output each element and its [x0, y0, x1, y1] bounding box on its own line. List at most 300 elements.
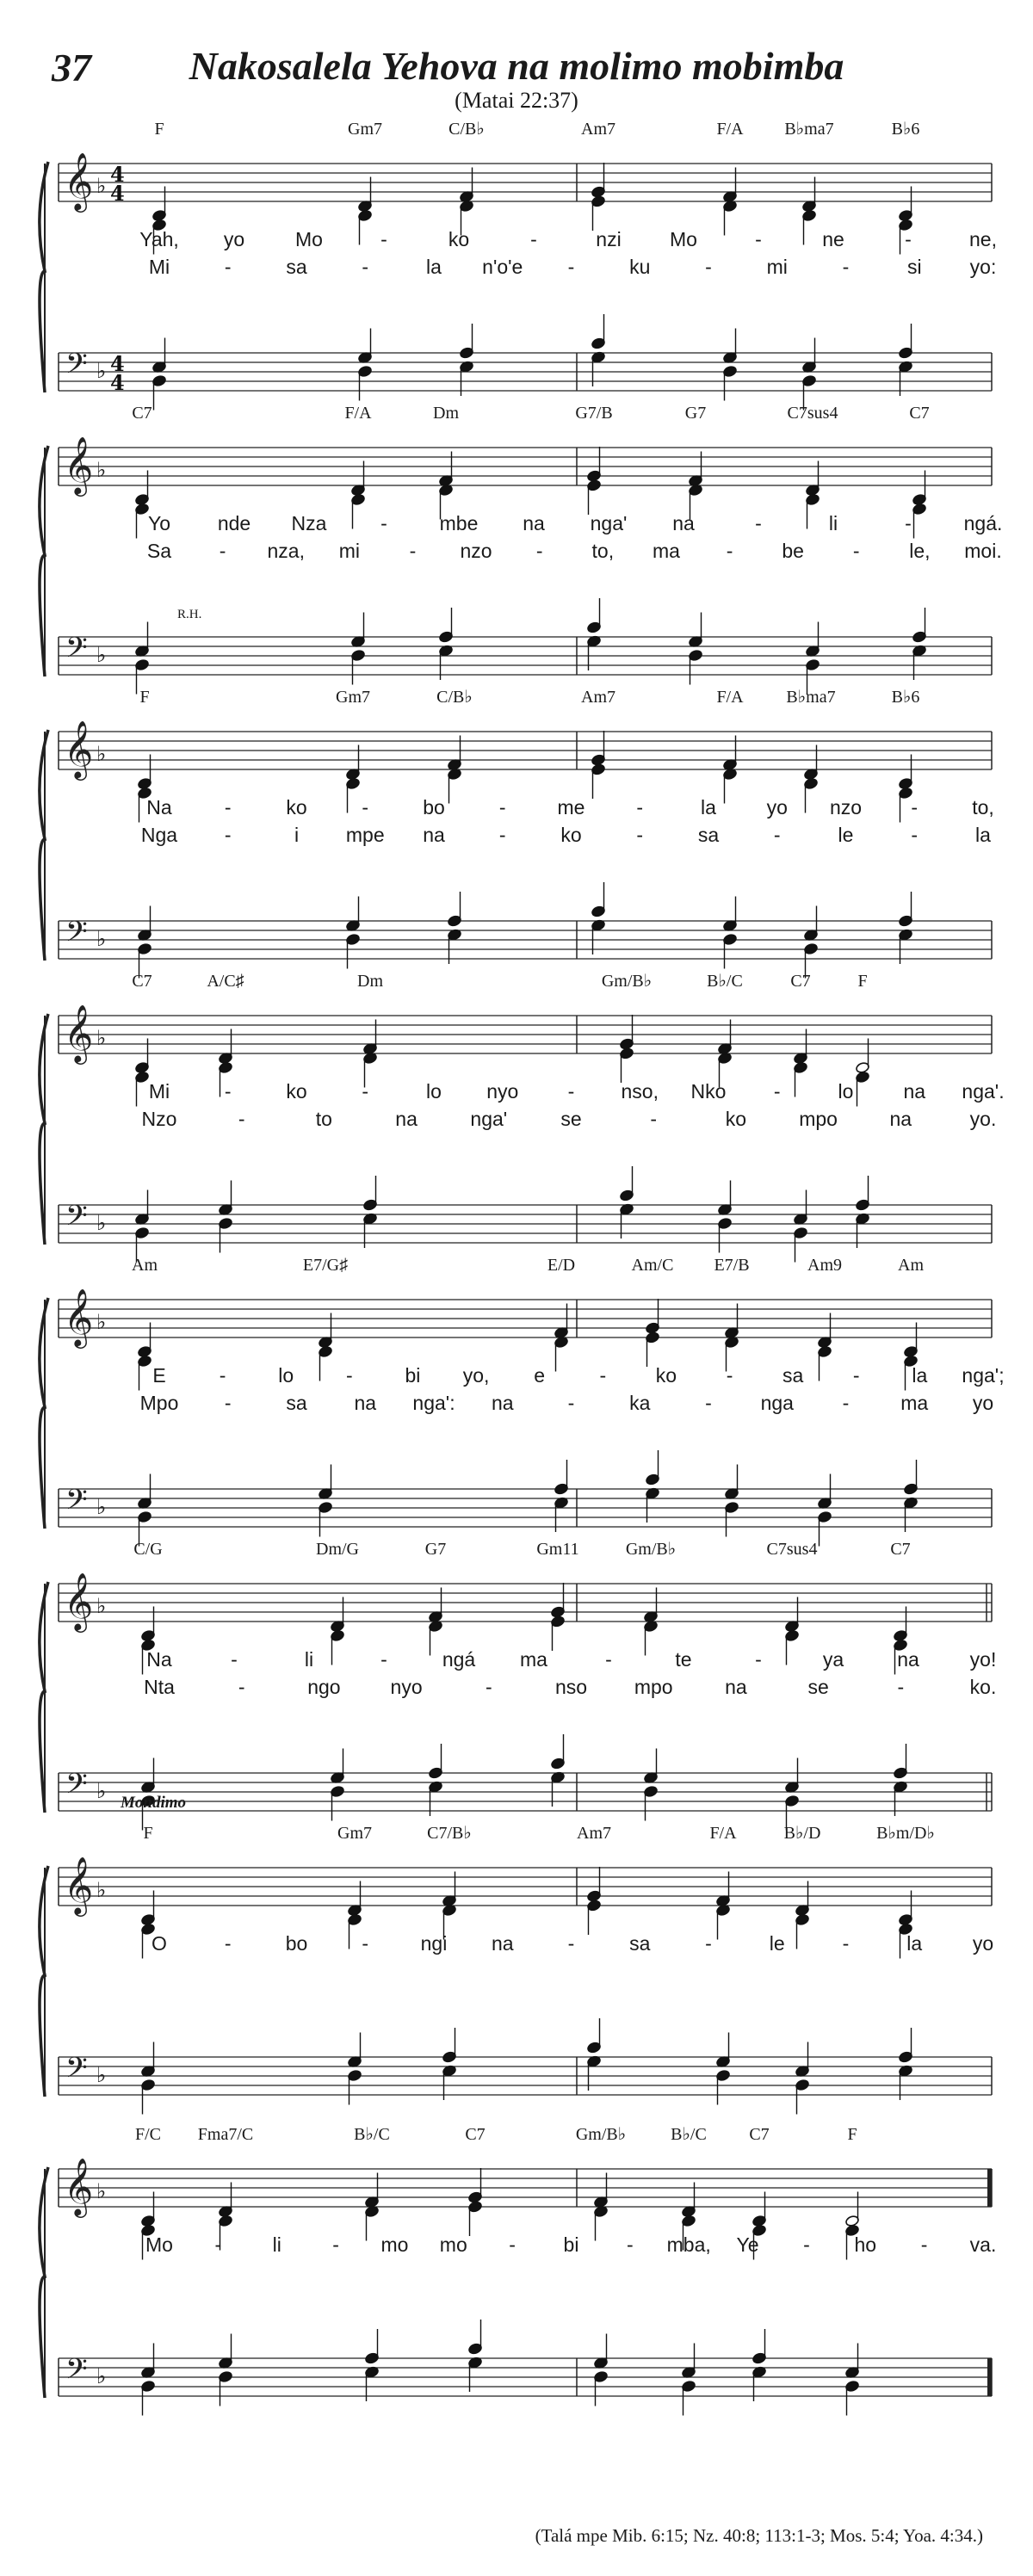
lyric-syllable: ho	[854, 2233, 877, 2256]
lyric-syllable: la	[912, 1364, 928, 1387]
note	[468, 2320, 483, 2355]
lyric-syllable: nga';	[962, 1364, 1005, 1387]
chord-symbol: B♭/C	[671, 2125, 707, 2144]
lyric-syllable: E	[152, 1364, 166, 1387]
lyric-hyphen: -	[224, 1932, 232, 1955]
tempo-marking: Mondimo	[121, 1794, 187, 1812]
lyric-syllable: sa	[782, 1364, 804, 1387]
system-brace	[40, 1298, 48, 1529]
lyric-syllable: na	[672, 512, 695, 534]
lyric-syllable: to	[315, 1108, 332, 1130]
chord-symbol: Am7	[581, 120, 615, 139]
lyric-hyphen: -	[567, 256, 575, 278]
lyric-syllable: Mpo	[139, 1392, 179, 1414]
lyric-syllable: ka	[629, 1392, 651, 1414]
lyric-syllable: la	[975, 824, 991, 846]
lyric-syllable: Mi	[148, 256, 170, 278]
note	[591, 314, 606, 349]
note	[794, 1226, 808, 1262]
lyric-syllable: O	[152, 1932, 167, 1955]
lyric-hyphen: -	[627, 2233, 634, 2256]
note	[135, 622, 150, 658]
song-title: Nakosalela Yehova na molimo mobimba	[189, 44, 844, 88]
lyric-hyphen: -	[346, 1364, 353, 1387]
lyric-syllable: ko	[286, 796, 307, 819]
note	[856, 1176, 870, 1211]
note	[802, 338, 817, 374]
treble-clef-icon: 𝄞	[64, 1004, 94, 1062]
lyric-syllable: moi.	[964, 540, 1002, 562]
lyric-hyphen: -	[509, 2233, 516, 2256]
lyric-hyphen: -	[905, 512, 912, 534]
lyric-syllable: ngá.	[963, 512, 1003, 534]
lyric-syllable: nzo	[460, 540, 492, 562]
lyric-syllable: mpo	[799, 1108, 838, 1130]
note	[785, 1629, 800, 1665]
chord-symbol: F	[139, 688, 150, 707]
lyric-syllable: nso,	[621, 1080, 659, 1103]
chord-symbol: Gm/B♭	[625, 1540, 677, 1559]
chord-symbol: C7sus4	[787, 404, 838, 423]
system-brace	[40, 1582, 48, 1813]
flat-icon: ♭	[96, 1594, 107, 1618]
system-brace	[40, 162, 48, 392]
lyric-syllable: ne	[822, 228, 844, 250]
lyric-hyphen: -	[224, 796, 232, 819]
system-5	[40, 1256, 1005, 1547]
flat-icon: ♭	[96, 174, 107, 198]
lyric-syllable: li	[272, 2233, 281, 2256]
lyric-syllable: ma	[520, 1648, 547, 1671]
lyric-syllable: lo	[278, 1364, 294, 1387]
note	[723, 365, 738, 400]
bass-clef-icon: 𝄢	[65, 916, 88, 955]
note	[135, 1071, 150, 1106]
treble-clef-icon: 𝄞	[64, 720, 94, 778]
note	[723, 933, 738, 968]
lyric-syllable: ya	[822, 1648, 844, 1671]
note	[716, 2069, 731, 2104]
lyric-hyphen: -	[920, 2233, 928, 2256]
system-3	[40, 688, 994, 979]
note	[646, 1450, 660, 1486]
lyric-syllable: na	[395, 1108, 418, 1130]
note	[439, 608, 454, 643]
lyric-syllable: yo	[972, 1392, 994, 1414]
note	[219, 1217, 233, 1252]
lyric-syllable: mpo	[634, 1676, 673, 1698]
lyric-syllable: bi	[405, 1364, 421, 1387]
lyric-hyphen: -	[231, 1648, 238, 1671]
lyric-hyphen: -	[362, 1932, 369, 1955]
lyric-syllable: bo	[423, 796, 445, 819]
lyric-syllable: Mo	[670, 228, 697, 250]
lyric-syllable: ne,	[969, 228, 997, 250]
flat-icon: ♭	[96, 2063, 107, 2087]
note	[460, 324, 474, 359]
chord-symbol: F/C	[134, 2125, 162, 2144]
lyric-syllable: na	[903, 1080, 926, 1103]
note	[594, 2205, 609, 2240]
lyric-syllable: nyo	[486, 1080, 519, 1103]
note	[351, 613, 366, 648]
lyric-hyphen: -	[911, 824, 919, 846]
note	[141, 2344, 156, 2379]
lyric-syllable: nza,	[267, 540, 305, 562]
chord-symbol: C7/B♭	[427, 1824, 472, 1843]
lyric-syllable: yo	[972, 1932, 994, 1955]
note	[899, 2028, 913, 2063]
chord-symbol: Gm7	[348, 120, 382, 139]
chord-symbol: C7sus4	[766, 1540, 818, 1559]
treble-clef-icon: 𝄞	[64, 1572, 94, 1630]
lyric-syllable: yo!	[969, 1648, 997, 1671]
note	[795, 1913, 810, 1949]
chord-symbol: C7	[909, 404, 930, 423]
note	[135, 503, 150, 538]
lyric-syllable: be	[782, 540, 804, 562]
system-6	[40, 1540, 996, 1831]
lyric-syllable: la	[701, 796, 716, 819]
flat-icon: ♭	[96, 2364, 107, 2388]
lyric-syllable: yo.	[969, 1108, 997, 1130]
note	[689, 613, 703, 648]
note	[348, 1913, 362, 1949]
note	[818, 1510, 832, 1546]
note	[587, 598, 602, 633]
chord-symbol: B♭6	[891, 120, 920, 139]
note	[331, 1749, 345, 1784]
lyric-hyphen: -	[567, 1392, 575, 1414]
chord-symbol: Dm/G	[316, 1540, 359, 1559]
flat-icon: ♭	[96, 458, 107, 482]
lyric-syllable: Nga	[140, 824, 178, 846]
note	[591, 882, 606, 917]
lyric-syllable: nga'.	[962, 1080, 1005, 1103]
bass-clef-icon: 𝄢	[65, 632, 88, 671]
treble-clef-icon: 𝄞	[64, 2157, 94, 2215]
chord-symbol: Dm	[357, 972, 383, 991]
lyric-syllable: la	[906, 1932, 923, 1955]
note	[620, 1166, 634, 1202]
note	[682, 2380, 696, 2415]
lyric-syllable: nga'	[470, 1108, 508, 1130]
note	[644, 1749, 659, 1784]
note	[331, 1785, 345, 1820]
treble-clef-icon: 𝄞	[64, 151, 94, 210]
lyric-hyphen: -	[238, 1676, 245, 1698]
time-signature-bottom: 4	[110, 181, 125, 206]
system-brace	[40, 730, 48, 961]
lyric-hyphen: -	[842, 1932, 850, 1955]
note	[644, 1620, 659, 1655]
system-8	[40, 2125, 996, 2416]
lyric-hyphen: -	[905, 228, 912, 250]
lyric-syllable: na	[423, 824, 445, 846]
note	[551, 1583, 566, 1618]
note	[725, 1501, 739, 1536]
lyric-syllable: le,	[909, 540, 931, 562]
lyric-syllable: sa	[286, 256, 307, 278]
note	[723, 897, 738, 932]
treble-clef-icon: 𝄞	[64, 436, 94, 494]
note	[912, 503, 927, 538]
lyric-hyphen: -	[362, 1080, 369, 1103]
chord-symbol: C7	[132, 972, 152, 991]
note	[716, 2033, 731, 2068]
note	[351, 493, 366, 528]
note	[348, 2069, 362, 2104]
chord-symbol: Gm7	[337, 1824, 372, 1843]
lyric-syllable: sa	[286, 1392, 307, 1414]
note	[794, 1061, 808, 1096]
chord-symbol: Gm/B♭	[601, 972, 653, 991]
note	[899, 324, 913, 359]
note	[551, 1734, 566, 1770]
lyric-syllable: nso	[554, 1676, 588, 1698]
chord-symbol: Fma7/C	[197, 2125, 254, 2144]
lyric-syllable: Nza	[291, 512, 327, 534]
lyric-syllable: va.	[969, 2233, 997, 2256]
lyric-hyphen: -	[705, 1932, 712, 1955]
note	[468, 2201, 483, 2236]
note	[331, 1629, 345, 1665]
lyric-hyphen: -	[726, 540, 733, 562]
note	[904, 1460, 919, 1495]
lyric-syllable: ko	[286, 1080, 307, 1103]
note	[620, 1047, 634, 1083]
lyric-syllable: nga'	[590, 512, 628, 534]
lyric-syllable: na	[889, 1108, 912, 1130]
lyric-syllable: sa	[697, 824, 720, 846]
note	[351, 649, 366, 684]
chord-symbol: Am	[898, 1256, 924, 1275]
note	[442, 2028, 457, 2063]
lyric-hyphen: -	[755, 512, 762, 534]
note	[682, 2344, 696, 2379]
chord-symbol: C/B♭	[436, 688, 473, 707]
lyric-syllable: ngo	[307, 1676, 341, 1698]
note	[646, 1331, 660, 1367]
lyric-syllable: mba,	[666, 2233, 711, 2256]
lyric-hyphen: -	[852, 1364, 860, 1387]
lyric-hyphen: -	[599, 1364, 607, 1387]
flat-icon: ♭	[96, 1310, 107, 1334]
system-1	[40, 120, 997, 411]
note	[718, 1217, 733, 1252]
treble-clef-icon: 𝄞	[64, 1856, 94, 1914]
chord-symbol: B♭/D	[783, 1824, 821, 1843]
lyric-syllable: si	[906, 256, 922, 278]
system-2	[40, 404, 1003, 695]
lyric-hyphen: -	[332, 2233, 339, 2256]
note	[894, 1744, 908, 1779]
lyric-hyphen: -	[219, 540, 226, 562]
footer-references: (Talá mpe Mib. 6:15; Nz. 40:8; 113:1-3; Mos. 5:4; Yoa. 4:34.)	[535, 2525, 983, 2546]
final-barline	[987, 2358, 992, 2396]
lyric-hyphen: -	[911, 796, 919, 819]
note	[365, 2329, 380, 2364]
chord-symbol: F	[143, 1824, 153, 1843]
lyric-syllable: Sa	[146, 540, 172, 562]
note	[135, 1190, 150, 1226]
flat-icon: ♭	[96, 2179, 107, 2203]
note	[587, 1900, 602, 1935]
lyric-hyphen: -	[214, 2233, 222, 2256]
lyric-syllable: ngá	[442, 1648, 476, 1671]
note	[856, 1071, 870, 1106]
chord-symbol: Am	[132, 1256, 158, 1275]
chord-symbol: Gm11	[536, 1540, 579, 1559]
note	[319, 1501, 333, 1536]
lyric-syllable: mpe	[345, 824, 385, 846]
lyric-syllable: te	[675, 1648, 692, 1671]
lyric-hyphen: -	[636, 824, 644, 846]
bass-clef-icon: 𝄢	[65, 2052, 88, 2091]
chord-symbol: C7	[890, 1540, 911, 1559]
lyric-syllable: nzi	[596, 228, 622, 250]
lyric-syllable: la	[426, 256, 442, 278]
lyric-hyphen: -	[852, 540, 860, 562]
lyric-hyphen: -	[842, 256, 850, 278]
lyric-hyphen: -	[650, 1108, 658, 1130]
note	[152, 374, 167, 410]
lyric-syllable: yo:	[969, 256, 997, 278]
flat-icon: ♭	[96, 1211, 107, 1235]
lyric-hyphen: -	[705, 1392, 712, 1414]
bass-clef-icon: 𝄢	[65, 1200, 88, 1239]
note	[644, 1785, 659, 1820]
note	[804, 777, 819, 812]
lyric-syllable: nga':	[412, 1392, 455, 1414]
lyric-syllable: Na	[146, 796, 172, 819]
lyric-hyphen: -	[773, 824, 781, 846]
lyric-hyphen: -	[842, 1392, 850, 1414]
bass-clef-icon: 𝄢	[65, 348, 88, 387]
chord-symbol: B♭/C	[707, 972, 743, 991]
note	[365, 2205, 380, 2240]
note	[725, 1465, 739, 1500]
lyric-hyphen: -	[897, 1676, 905, 1698]
lyric-syllable: ko	[725, 1108, 747, 1130]
note	[319, 1465, 333, 1500]
lyric-syllable: le	[838, 824, 854, 846]
lyric-syllable: na	[897, 1648, 919, 1671]
system-brace	[40, 1866, 48, 2097]
lyric-syllable: nde	[217, 512, 251, 534]
chord-symbol: F/A	[716, 688, 744, 707]
note	[845, 2380, 860, 2415]
lyric-syllable: se	[560, 1108, 582, 1130]
lyric-syllable: ko	[655, 1364, 677, 1387]
note	[429, 1744, 443, 1779]
lyric-hyphen: -	[535, 540, 543, 562]
note	[141, 1758, 156, 1794]
note	[795, 2079, 810, 2114]
lyric-syllable: i	[294, 824, 300, 846]
lyric-syllable: lo	[426, 1080, 442, 1103]
lyric-hyphen: -	[726, 1364, 733, 1387]
note	[899, 892, 913, 927]
lyric-syllable: me	[557, 796, 585, 819]
note	[794, 1190, 808, 1226]
system-7	[40, 1794, 993, 2115]
lyric-syllable: bo	[285, 1932, 308, 1955]
chord-symbol: G7/B	[575, 404, 613, 423]
lyric-syllable: mo	[380, 2233, 409, 2256]
lyric-syllable: Ye	[736, 2233, 759, 2256]
chord-symbol: G7	[424, 1540, 447, 1559]
lyric-syllable: nzo	[829, 796, 863, 819]
bass-clef-icon: 𝄢	[65, 1768, 88, 1807]
lyric-syllable: bi	[563, 2233, 579, 2256]
lyric-syllable: ko	[560, 824, 582, 846]
note	[912, 608, 927, 643]
lyric-hyphen: -	[636, 796, 644, 819]
lyric-syllable: mo	[439, 2233, 467, 2256]
note	[319, 1345, 333, 1381]
note	[802, 209, 817, 244]
chord-symbol: A/C♯	[207, 972, 244, 991]
lyric-syllable: se	[807, 1676, 829, 1698]
lyric-syllable: Nta	[144, 1676, 175, 1698]
lyric-syllable: na	[491, 1392, 514, 1414]
lyric-syllable: na	[354, 1392, 377, 1414]
lyric-hyphen: -	[755, 228, 762, 250]
lyric-syllable: ko.	[969, 1676, 997, 1698]
lyric-syllable: Mo	[145, 2233, 173, 2256]
note	[141, 2079, 156, 2114]
time-signature-bottom: 4	[110, 370, 125, 395]
note	[468, 2168, 483, 2203]
note	[689, 649, 703, 684]
chord-symbol: F	[857, 972, 868, 991]
lyric-syllable: yo	[766, 796, 788, 819]
note	[346, 897, 361, 932]
lyric-syllable: nga	[760, 1392, 794, 1414]
note	[591, 731, 606, 766]
chord-symbol: C/G	[133, 1540, 163, 1559]
note	[591, 163, 606, 198]
flat-icon: ♭	[96, 1779, 107, 1803]
chord-symbol: Am9	[807, 1256, 842, 1275]
lyric-syllable: mi	[766, 256, 788, 278]
bass-clef-icon: 𝄢	[65, 2353, 88, 2393]
note	[358, 209, 373, 244]
chord-symbol: Gm7	[336, 688, 370, 707]
chord-symbol: B♭m/D♭	[876, 1824, 935, 1843]
chord-symbol: C7	[465, 2125, 486, 2144]
note	[587, 2018, 602, 2054]
lyric-syllable: n'o'e	[482, 256, 523, 278]
song-number: 37	[52, 46, 91, 90]
note	[806, 622, 820, 658]
chord-symbol: F/A	[716, 120, 744, 139]
note	[348, 2033, 362, 2068]
chord-symbol: E7/B	[714, 1256, 750, 1275]
lyric-syllable: lo	[838, 1080, 854, 1103]
lyric-syllable: ko	[448, 228, 470, 250]
lyric-syllable: yo	[223, 228, 245, 250]
chord-symbol: F	[154, 120, 164, 139]
lyric-syllable: li	[304, 1648, 314, 1671]
lyric-hyphen: -	[380, 1648, 387, 1671]
lyric-hyphen: -	[238, 1108, 245, 1130]
lyric-hyphen: -	[224, 1392, 232, 1414]
note	[554, 1336, 569, 1371]
lyric-syllable: Nko	[690, 1080, 727, 1103]
note	[141, 2380, 156, 2415]
